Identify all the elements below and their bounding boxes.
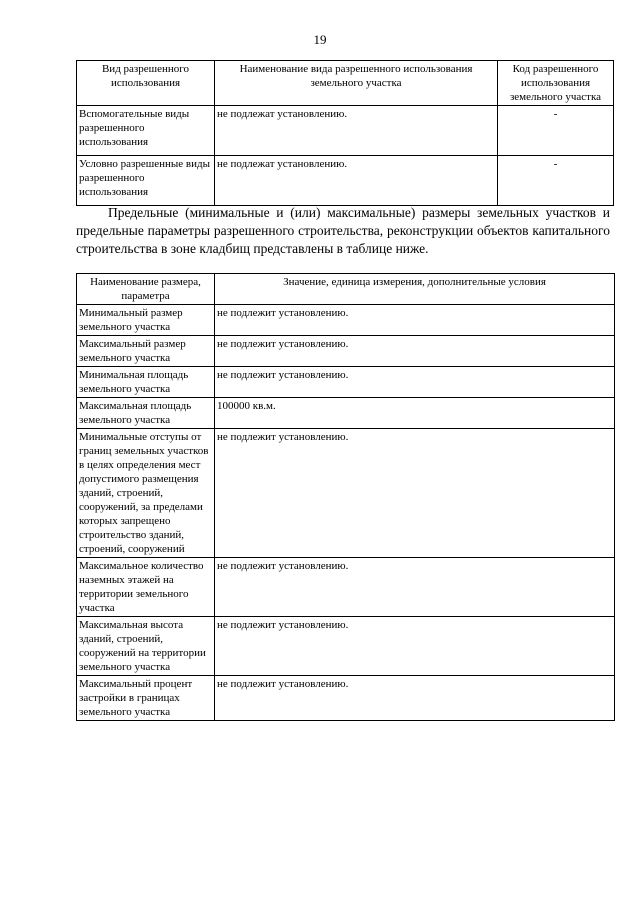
table-row xyxy=(77,156,614,206)
table-cell: не подлежит установлению. xyxy=(215,558,615,617)
table-cell: Максимальное количество наземных этажей на территории земельного участка xyxy=(77,558,215,617)
table-cell: - xyxy=(498,156,614,206)
table-cell: не подлежат установлению. xyxy=(215,156,498,206)
table-row xyxy=(77,676,615,721)
table-cell: не подлежит установлению. xyxy=(215,336,615,367)
table-row xyxy=(77,398,615,429)
table-header-cell: Вид разрешенного использования xyxy=(77,61,215,106)
table-cell: не подлежит установлению. xyxy=(215,367,615,398)
table-row xyxy=(77,367,615,398)
table-row xyxy=(77,617,615,676)
parameters-table xyxy=(76,273,615,721)
table-cell: Условно разрешенные виды разрешенного использования xyxy=(77,156,215,206)
table-cell: не подлежит установлению. xyxy=(215,676,615,721)
page-number: 19 xyxy=(313,32,327,47)
table-cell: Минимальный размер земельного участка xyxy=(77,305,215,336)
table-cell: 100000 кв.м. xyxy=(215,398,615,429)
table-cell: Максимальный процент застройки в границах земельного участка xyxy=(77,676,215,721)
table-header-cell: Значение, единица измерения, дополнительные условия xyxy=(215,274,615,305)
table-cell: Минимальная площадь земельного участка xyxy=(77,367,215,398)
table-cell: не подлежит установлению. xyxy=(215,305,615,336)
table-row xyxy=(77,336,615,367)
table-cell: не подлежат установлению. xyxy=(215,106,498,156)
table-header-row xyxy=(77,61,614,106)
body-paragraph: Предельные (минимальные и (или) максимальные) размеры земельных участков и предельные параметры разрешенного строительства, реконструкции объектов капитального строительства в зоне кладбищ представлены в таблице ниже. xyxy=(76,205,610,256)
table-row xyxy=(77,429,615,558)
table-cell: не подлежит установлению. xyxy=(215,429,615,558)
table-row xyxy=(77,558,615,617)
table-row xyxy=(77,305,615,336)
table-header-cell: Код разрешенного использования земельного участка xyxy=(498,61,614,106)
table-cell: не подлежит установлению. xyxy=(215,617,615,676)
table-cell: Максимальная площадь земельного участка xyxy=(77,398,215,429)
table-cell: - xyxy=(498,106,614,156)
table-cell: Минимальные отступы от границ земельных участков в целях определения мест допустимого размещения зданий, строений, сооружений, за пределами которых запрещено строительство зданий, строений, сооружений xyxy=(77,429,215,558)
table-header-cell: Наименование вида разрешенного использования земельного участка xyxy=(215,61,498,106)
permitted-use-table xyxy=(76,60,614,206)
table-cell: Максимальная высота зданий, строений, сооружений на территории земельного участка xyxy=(77,617,215,676)
table-row xyxy=(77,106,614,156)
table-cell: Вспомогательные виды разрешенного использования xyxy=(77,106,215,156)
table-header-cell: Наименование размера, параметра xyxy=(77,274,215,305)
table-header-row xyxy=(77,274,615,305)
table-cell: Максимальный размер земельного участка xyxy=(77,336,215,367)
